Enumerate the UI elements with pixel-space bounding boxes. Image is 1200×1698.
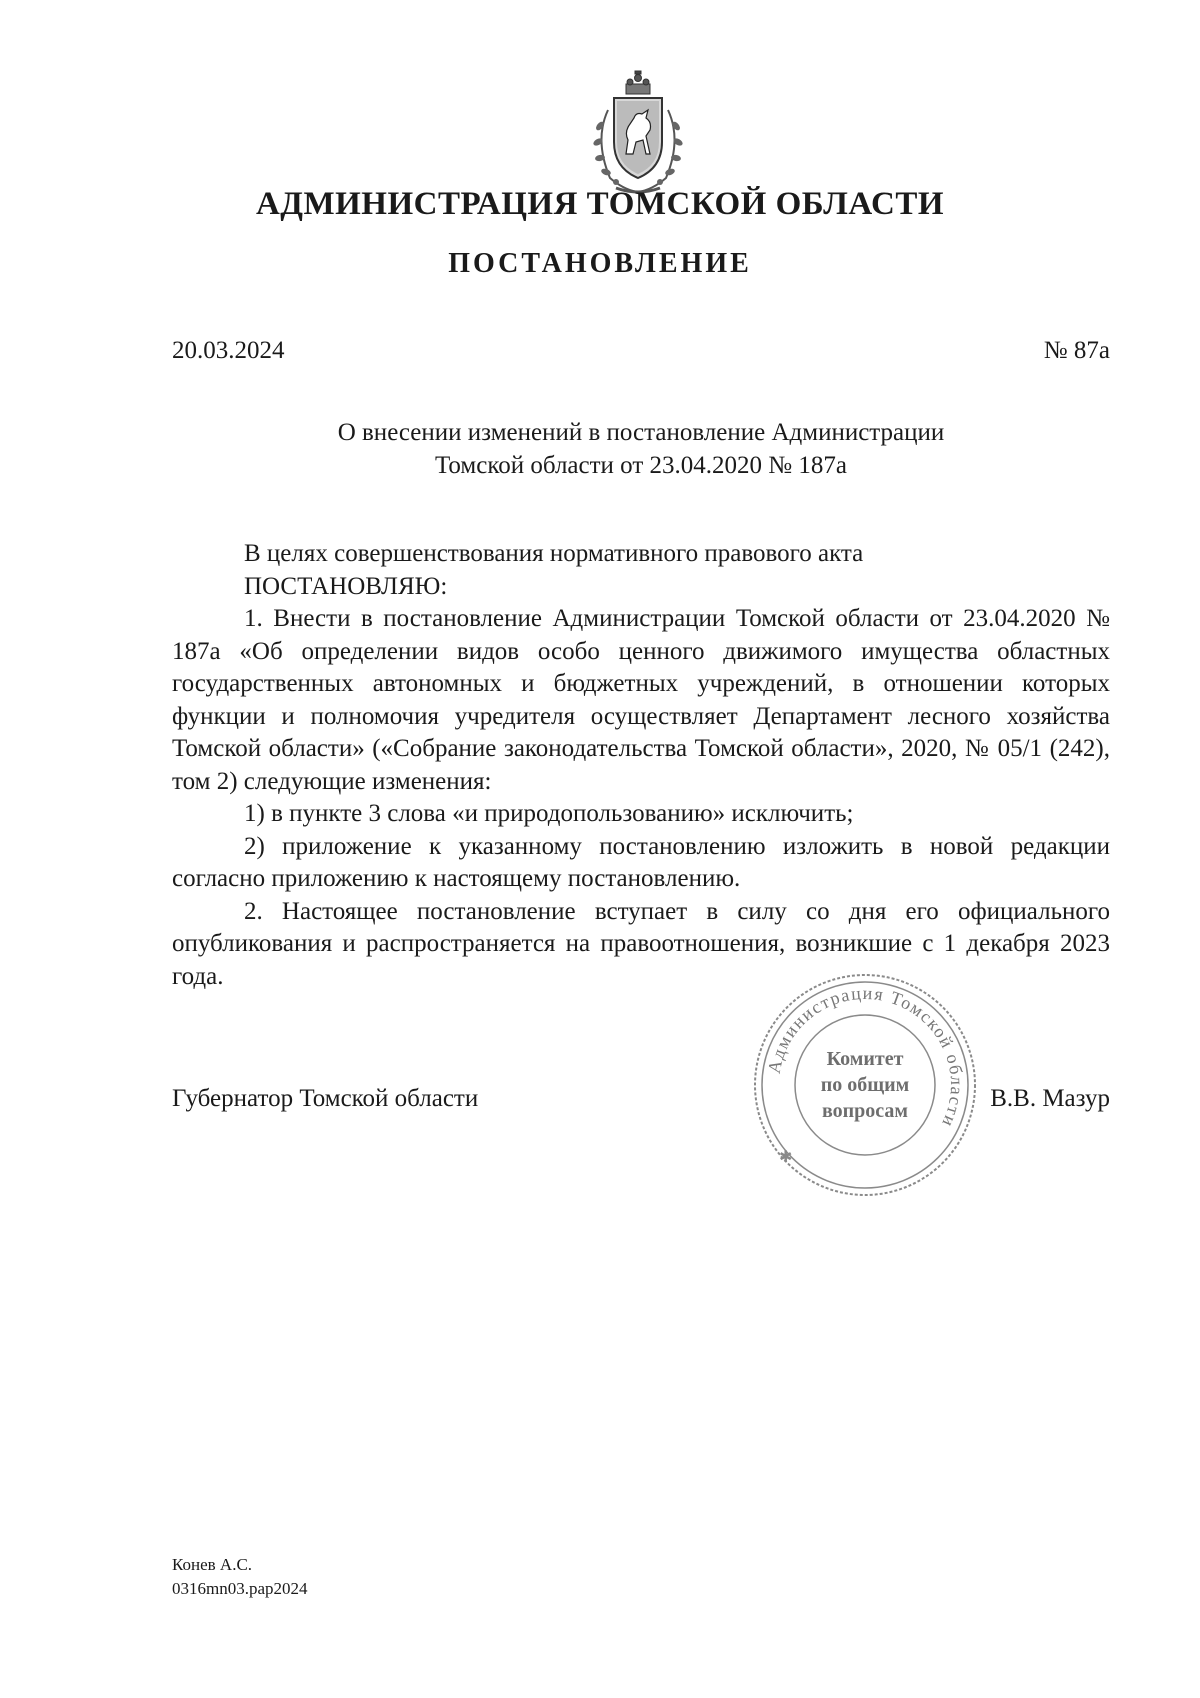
- body-paragraph: ПОСТАНОВЛЯЮ:: [244, 572, 448, 600]
- organization-title: АДМИНИСТРАЦИЯ ТОМСКОЙ ОБЛАСТИ: [255, 186, 945, 222]
- file-reference: 0316mn03.pap2024: [172, 1579, 308, 1598]
- stamp-center-text: по общим: [820, 1074, 910, 1096]
- subject-line: О внесении изменений в постановление Администрации: [337, 419, 945, 446]
- signatory-position: Губернатор Томской области: [172, 1085, 479, 1112]
- document-type-heading: ПОСТАНОВЛЕНИЕ: [448, 248, 752, 279]
- stamp-center-text: Комитет: [826, 1048, 904, 1070]
- document-subject: [172, 416, 1110, 482]
- body-paragraph: 2) приложение к указанному постановлению изложить в новой редакции согласно приложению к настоящему постановлению.: [172, 832, 1110, 892]
- document-footer: [172, 1553, 308, 1601]
- document-number: № 87а: [1043, 337, 1110, 364]
- stamp-ring-text: Администрация Томской области: [763, 982, 968, 1132]
- stamp-center-text: вопросам: [821, 1100, 909, 1122]
- body-paragraph: 2. Настоящее постановление вступает в силу со дня его официального опубликования и распространяется на правоотношения, возникшие с 1 декабря 2023 года.: [172, 897, 1110, 990]
- body-paragraph: 1. Внести в постановление Администрации Томской области от 23.04.2020 № 187а «Об определении видов особо ценного движимого имущества областных государственных автономных и бюджетных учреждений, в отношении которых функции и полномочия учредителя осуществляет Департамент лесного хозяйства Томской области» («Собрание законодательства Томской области», 2020, № 05/1 (242), том 2) следующие изменения:: [172, 605, 1110, 795]
- subject-line: Томской области от 23.04.2020 № 187а: [435, 452, 847, 479]
- document-date: 20.03.2024: [172, 337, 285, 364]
- signatory-name: В.В. Мазур: [990, 1085, 1110, 1112]
- stamp-star-icon: ✱: [779, 1149, 793, 1166]
- official-stamp: [752, 972, 978, 1198]
- body-paragraph: В целях совершенствования нормативного правового акта: [244, 540, 864, 567]
- document-body: [172, 538, 1110, 993]
- coat-of-arms-icon: [586, 70, 690, 198]
- executor-name: Конев А.С.: [172, 1555, 253, 1574]
- body-paragraph: 1) в пункте 3 слова «и природопользованию» исключить;: [244, 800, 854, 827]
